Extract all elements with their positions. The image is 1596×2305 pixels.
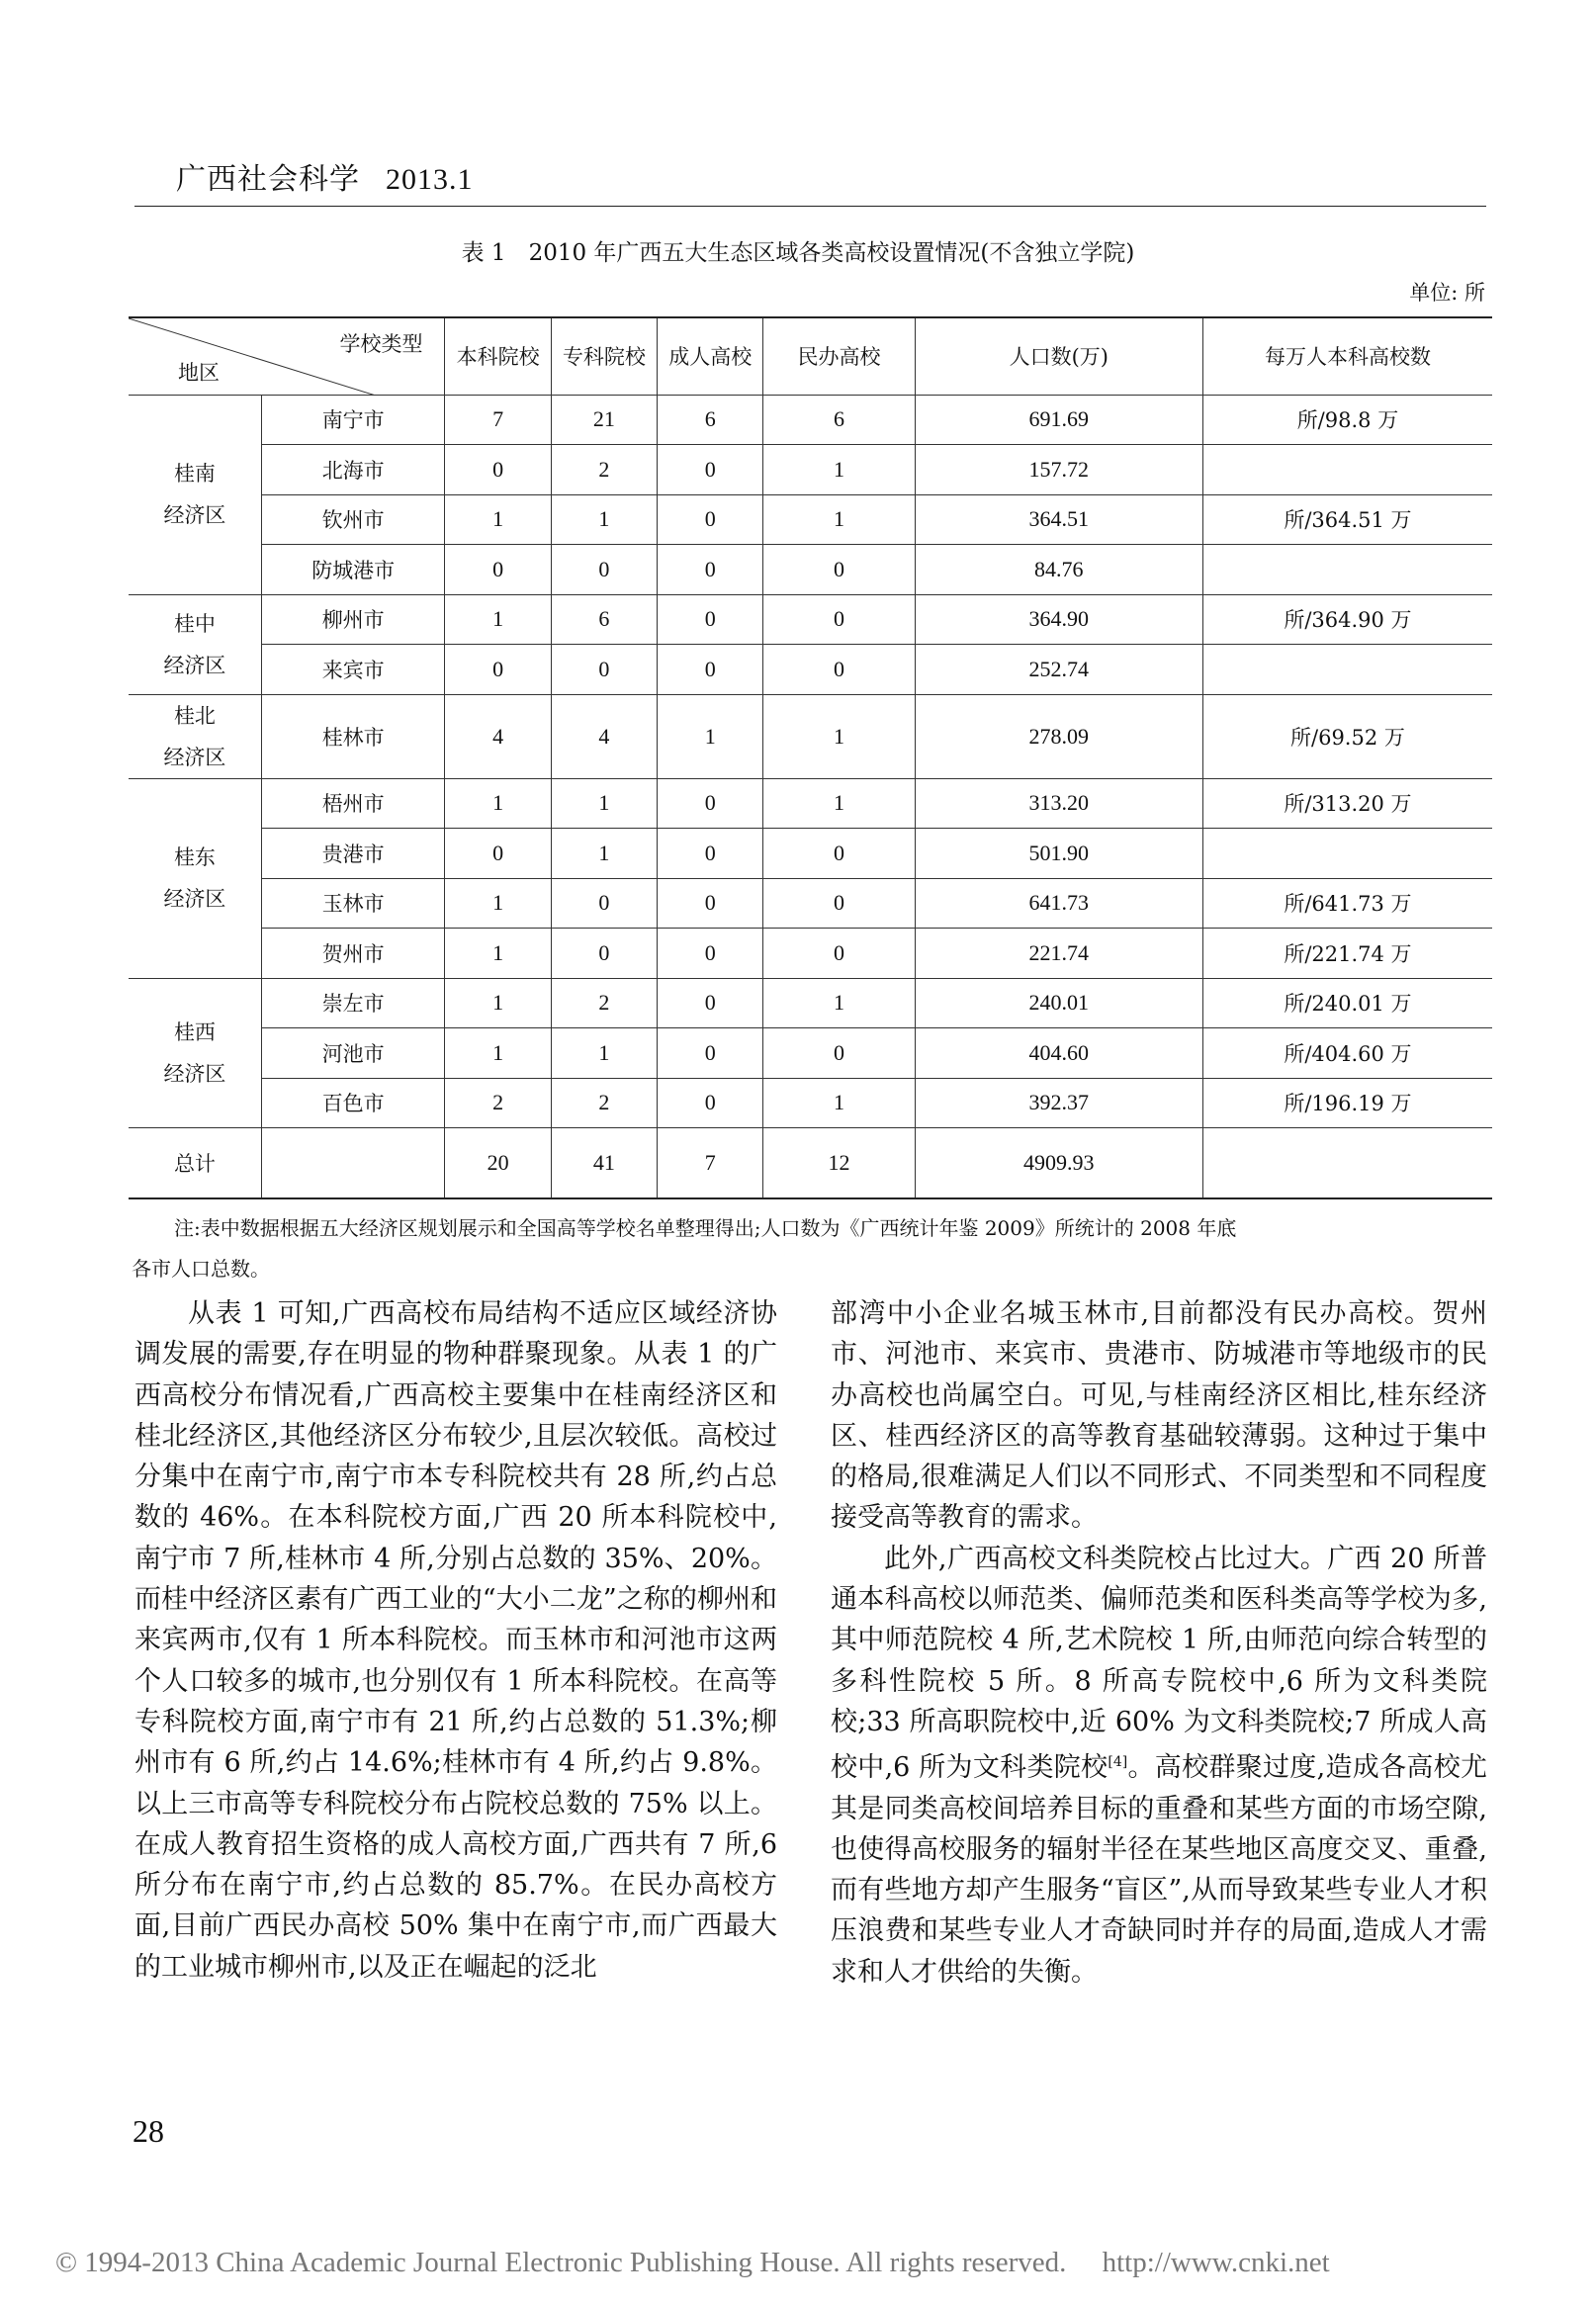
city-cell: 河池市	[261, 1028, 445, 1079]
table-row	[129, 445, 1492, 495]
value-cell: 所/98.8 万	[1202, 395, 1492, 445]
value-cell: 0	[445, 645, 551, 695]
value-cell: 0	[658, 1028, 763, 1079]
city-cell: 玉林市	[261, 878, 445, 929]
column-header: 成人高校	[658, 317, 763, 395]
value-cell: 所/641.73 万	[1202, 878, 1492, 929]
column-header: 民办高校	[763, 317, 915, 395]
value-cell: 1	[551, 778, 657, 829]
column-header: 本科院校	[445, 317, 551, 395]
value-cell: 0	[763, 645, 915, 695]
header-rule	[134, 206, 1486, 207]
total-label: 总计	[129, 1128, 261, 1198]
value-cell: 0	[551, 545, 657, 595]
value-cell	[1202, 645, 1492, 695]
value-cell: 501.90	[915, 829, 1202, 879]
value-cell: 313.20	[915, 778, 1202, 829]
corner-label-school-type: 学校类型	[339, 332, 423, 356]
value-cell: 1	[445, 978, 551, 1028]
value-cell: 364.51	[915, 494, 1202, 545]
value-cell: 4	[445, 694, 551, 778]
value-cell: 1	[445, 494, 551, 545]
page-number: 28	[133, 2113, 164, 2149]
value-cell: 0	[763, 929, 915, 979]
value-cell: 1	[763, 694, 915, 778]
table-row	[129, 1028, 1492, 1079]
table-row	[129, 694, 1492, 778]
value-cell: 0	[658, 778, 763, 829]
value-cell: 0	[445, 829, 551, 879]
value-cell: 4	[551, 694, 657, 778]
city-cell: 柳州市	[261, 594, 445, 645]
value-cell: 240.01	[915, 978, 1202, 1028]
total-row	[129, 1128, 1492, 1198]
value-cell: 0	[658, 545, 763, 595]
value-cell: 6	[551, 594, 657, 645]
region-cell: 桂东 经济区	[129, 778, 261, 978]
value-cell: 641.73	[915, 878, 1202, 929]
city-cell: 百色市	[261, 1078, 445, 1128]
value-cell: 0	[658, 829, 763, 879]
value-cell: 所/240.01 万	[1202, 978, 1492, 1028]
value-cell: 278.09	[915, 694, 1202, 778]
total-value-cell: 41	[551, 1128, 657, 1198]
table-row	[129, 494, 1492, 545]
value-cell: 1	[445, 778, 551, 829]
column-header: 专科院校	[551, 317, 657, 395]
value-cell: 0	[763, 1028, 915, 1079]
copyright-footer: © 1994-2013 China Academic Journal Electronic Publishing House. All rights reserved. http://www.cnki.net	[55, 2247, 1330, 2278]
city-cell: 梧州市	[261, 778, 445, 829]
value-cell: 364.90	[915, 594, 1202, 645]
table-row	[129, 545, 1492, 595]
value-cell: 0	[445, 445, 551, 495]
total-value-cell	[1202, 1128, 1492, 1198]
value-cell: 1	[445, 594, 551, 645]
data-table	[129, 316, 1492, 1199]
value-cell	[1202, 445, 1492, 495]
value-cell: 0	[763, 829, 915, 879]
table-row	[129, 978, 1492, 1028]
value-cell: 1	[445, 878, 551, 929]
table-unit: 单位: 所	[1409, 281, 1485, 305]
value-cell: 所/404.60 万	[1202, 1028, 1492, 1079]
value-cell: 0	[763, 594, 915, 645]
value-cell: 691.69	[915, 395, 1202, 445]
value-cell: 0	[658, 445, 763, 495]
total-value-cell: 7	[658, 1128, 763, 1198]
total-value-cell: 20	[445, 1128, 551, 1198]
total-value-cell: 12	[763, 1128, 915, 1198]
value-cell: 0	[658, 878, 763, 929]
value-cell: 0	[658, 978, 763, 1028]
region-cell: 桂北 经济区	[129, 694, 261, 778]
value-cell: 1	[763, 978, 915, 1028]
value-cell: 0	[658, 594, 763, 645]
journal-name: 广西社会科学	[176, 162, 360, 197]
value-cell: 1	[658, 694, 763, 778]
value-cell: 1	[551, 1028, 657, 1079]
value-cell: 所/313.20 万	[1202, 778, 1492, 829]
left-column	[134, 1293, 777, 1988]
table-row	[129, 878, 1492, 929]
value-cell: 1	[551, 829, 657, 879]
table-row	[129, 395, 1492, 445]
value-cell: 0	[658, 645, 763, 695]
citation-ref: [4]	[1108, 1754, 1128, 1771]
table-row	[129, 929, 1492, 979]
paragraph	[831, 1539, 1487, 1993]
value-cell: 252.74	[915, 645, 1202, 695]
value-cell	[1202, 545, 1492, 595]
paragraph: 部湾中小企业名城玉林市,目前都没有民办高校。贺州市、河池市、来宾市、贵港市、防城港市等地级市的民办高校也尚属空白。可见,与桂南经济区相比,桂东经济区、桂西经济区的高等教育基础较薄弱。这种过于集中的格局,很难满足人们以不同形式、不同类型和不同程度接受高等教育的需求。	[831, 1298, 1487, 1534]
value-cell: 1	[763, 778, 915, 829]
table-row	[129, 1078, 1492, 1128]
value-cell: 0	[658, 1078, 763, 1128]
value-cell: 221.74	[915, 929, 1202, 979]
issue-number: 2013.1	[386, 163, 474, 196]
value-cell: 6	[763, 395, 915, 445]
value-cell: 6	[658, 395, 763, 445]
city-cell: 钦州市	[261, 494, 445, 545]
column-header: 人口数(万)	[915, 317, 1202, 395]
note-line-1: 注:表中数据根据五大经济区规划展示和全国高等学校名单整理得出;人口数为《广西统计年鉴 2009》所统计的 2008 年底	[174, 1216, 1237, 1240]
city-cell: 崇左市	[261, 978, 445, 1028]
value-cell: 2	[445, 1078, 551, 1128]
table-row	[129, 594, 1492, 645]
city-cell: 南宁市	[261, 395, 445, 445]
value-cell: 0	[551, 645, 657, 695]
city-cell: 来宾市	[261, 645, 445, 695]
empty-cell	[261, 1128, 445, 1198]
paragraph: 从表 1 可知,广西高校布局结构不适应区域经济协调发展的需要,存在明显的物种群聚现象。从表 1 的广西高校分布情况看,广西高校主要集中在桂南经济区和桂北经济区,其他经济区分布较少,且层次较低。高校过分集中在南宁市,南宁市本专科院校共有 28 所,约占总数的 46%。在本科院校方面,广西 20 所本科院校中,南宁市 7 所,桂林市 4 所,分别占总数的 35%、20%。而桂中经济区素有广西工业的“大小二龙”之称的柳州和来宾两市,仅有 1 所本科院校。而玉林市和河池市这两个人口较多的城市,也分别仅有 1 所本科院校。在高等专科院校方面,南宁市有 21 所,约占总数的 51.3%;柳州市有 6 所,约占 14.6%;桂林市有 4 所,约占 9.8%。以上三市高等专科院校分布占院校总数的 75% 以上。在成人教育招生资格的成人高校方面,广西共有 7 所,6 所分布在南宁市,约占总数的 85.7%。在民办高校方面,目前广西民办高校 50% 集中在南宁市,而广西最大的工业城市柳州市,以及正在崛起的泛北	[134, 1298, 777, 1983]
city-cell: 贵港市	[261, 829, 445, 879]
value-cell: 392.37	[915, 1078, 1202, 1128]
value-cell: 7	[445, 395, 551, 445]
value-cell: 1	[445, 1028, 551, 1079]
value-cell: 1	[551, 494, 657, 545]
value-cell: 0	[551, 929, 657, 979]
value-cell: 2	[551, 1078, 657, 1128]
running-header	[176, 154, 474, 198]
value-cell: 所/364.51 万	[1202, 494, 1492, 545]
value-cell: 1	[763, 1078, 915, 1128]
value-cell: 157.72	[915, 445, 1202, 495]
table-row	[129, 778, 1492, 829]
region-cell: 桂中 经济区	[129, 594, 261, 694]
value-cell: 所/364.90 万	[1202, 594, 1492, 645]
table-row	[129, 645, 1492, 695]
value-cell: 所/69.52 万	[1202, 694, 1492, 778]
value-cell: 所/196.19 万	[1202, 1078, 1492, 1128]
value-cell: 0	[658, 494, 763, 545]
city-cell: 桂林市	[261, 694, 445, 778]
table-note	[132, 1208, 1489, 1289]
paragraph-text: 此外,广西高校文科类院校占比过大。广西 20 所普通本科高校以师范类、偏师范类和医科类高等学校为多,其中师范院校 4 所,艺术院校 1 所,由师范向综合转型的多科性院校 5 所。8 所高专院校中,6 所为文科类院校;33 所高职院校中,近 60% 为文科类院校;7 所成人高校中,6 所为文科类院校	[831, 1543, 1487, 1784]
value-cell: 84.76	[915, 545, 1202, 595]
city-cell: 贺州市	[261, 929, 445, 979]
value-cell: 0	[445, 545, 551, 595]
value-cell: 0	[763, 545, 915, 595]
value-cell: 21	[551, 395, 657, 445]
value-cell: 0	[658, 929, 763, 979]
value-cell: 404.60	[915, 1028, 1202, 1079]
value-cell: 2	[551, 445, 657, 495]
paragraph-text: 。高校群聚过度,造成各高校尤其是同类高校间培养目标的重叠和某些方面的市场空隙,也使得高校服务的辐射半径在某些地区高度交叉、重叠,而有些地方却产生服务“盲区”,从而导致某些专业人才积压浪费和某些专业人才奇缺同时并存的局面,造成人才需求和人才供给的失衡。	[831, 1752, 1487, 1988]
city-cell: 防城港市	[261, 545, 445, 595]
table-row	[129, 829, 1492, 879]
city-cell: 北海市	[261, 445, 445, 495]
value-cell: 0	[551, 878, 657, 929]
region-cell: 桂西 经济区	[129, 978, 261, 1128]
column-header: 每万人本科高校数	[1202, 317, 1492, 395]
value-cell: 1	[445, 929, 551, 979]
corner-label-region: 地区	[178, 360, 220, 385]
note-line-2: 各市人口总数。	[132, 1257, 270, 1281]
table-title: 表 1 2010 年广西五大生态区域各类高校设置情况(不含独立学院)	[461, 240, 1135, 266]
value-cell: 2	[551, 978, 657, 1028]
value-cell: 1	[763, 494, 915, 545]
value-cell: 1	[763, 445, 915, 495]
total-value-cell: 4909.93	[915, 1128, 1202, 1198]
value-cell: 0	[763, 878, 915, 929]
table-corner-header	[129, 317, 445, 395]
value-cell: 所/221.74 万	[1202, 929, 1492, 979]
value-cell	[1202, 829, 1492, 879]
region-cell: 桂南 经济区	[129, 395, 261, 594]
right-column	[831, 1293, 1487, 1993]
